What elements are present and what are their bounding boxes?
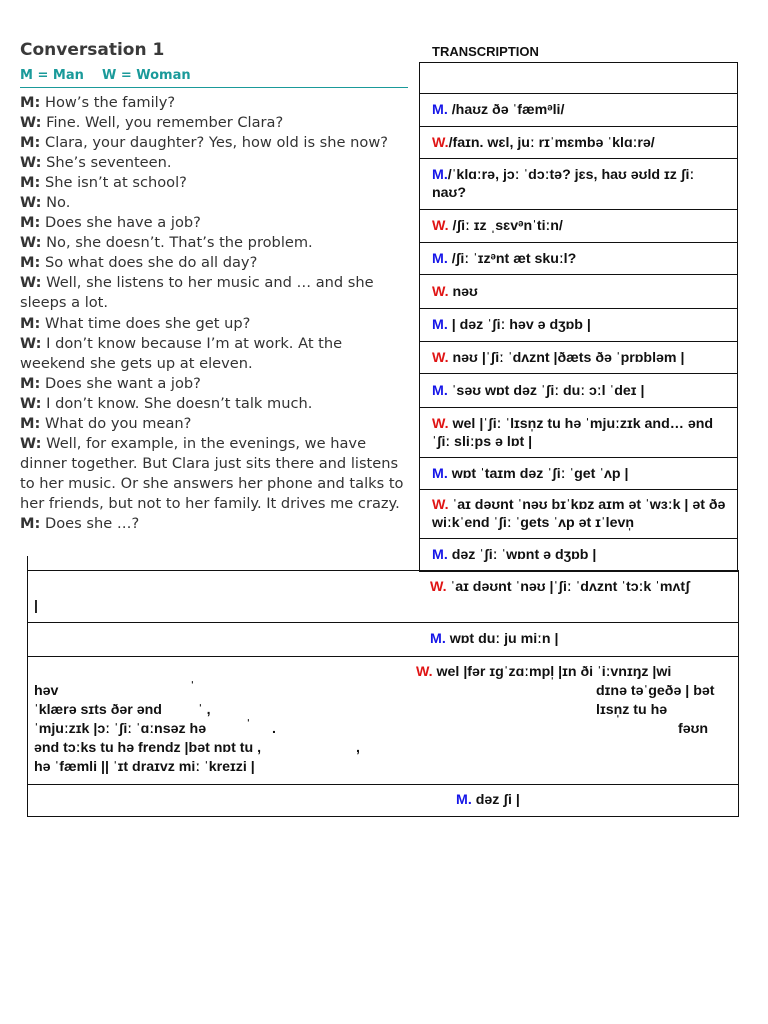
dialogue-line: [20, 253, 410, 273]
speaker-label: M.: [432, 382, 448, 399]
speaker-label: W:: [20, 114, 42, 132]
transcription-row-empty: [420, 63, 737, 94]
speaker-label: W.: [416, 664, 433, 680]
transcription-fragment: lɪsn̩z tu hə: [596, 702, 668, 718]
transcription-fragment: ˈ ,: [198, 702, 211, 718]
dialogue-line: [20, 193, 410, 213]
transcription-text: ˈaɪ dəʊnt ˈnəʊ bɪˈkɒz aɪm ət ˈwɜːk | ət ðə wiːkˈend ˈʃiː ˈgets ˈʌp ət ɪˈlevn̩: [432, 497, 726, 531]
dialogue-line: [20, 273, 410, 313]
speaker-label: W:: [20, 274, 42, 292]
line-text: Does she want a job?: [40, 374, 201, 392]
transcription-text: nəʊ: [448, 283, 478, 300]
speaker-label: W:: [20, 154, 42, 172]
transcription-row: [420, 94, 737, 127]
transcription-text: /ʃiː ˈɪzᵊnt æt skuːl?: [447, 250, 577, 267]
speaker-label: W.: [432, 134, 449, 151]
dialogue-line: [20, 173, 410, 193]
speaker-label: M.: [432, 250, 448, 267]
transcription-text: nəʊ |ˈʃiː ˈdʌznt |ðæts ðə ˈprɒbləm |: [448, 349, 685, 366]
line-text: Well, she listens to her music and … and she sleeps a lot.: [20, 274, 374, 312]
dialogue-line: [20, 514, 410, 534]
line-text: Fine. Well, you remember Clara?: [41, 114, 284, 132]
speaker-label: M.: [432, 317, 448, 333]
transcription-text: wɒt ˈtaɪm dəz ˈʃiː ˈget ˈʌp |: [447, 465, 629, 482]
transcription-wide-row: [28, 785, 738, 817]
speaker-label: M:: [20, 254, 41, 272]
transcription-fragment: ˈ: [246, 717, 251, 733]
transcription-text: /ʃiː ɪz ˌsɛvᵊnˈtiːn/: [448, 218, 563, 234]
line-text: I don’t know because I’m at work. At the weekend she gets up at eleven.: [20, 334, 343, 372]
speaker-label: W:: [20, 334, 42, 352]
transcription-text: dəz ʃi |: [471, 792, 520, 808]
dialogue-line: [20, 233, 410, 253]
speaker-label: W:: [20, 234, 42, 252]
speaker-label: W.: [432, 283, 449, 300]
transcription-text: /haʊz ðə ˈfæmᵊli/: [447, 102, 565, 118]
dialogue-line: [20, 113, 410, 133]
line-text: How’s the family?: [40, 94, 176, 111]
speaker-label: M.: [456, 792, 472, 808]
line-text: Clara, your daughter? Yes, how old is she now?: [40, 134, 389, 152]
transcription-fragment: ˈklærə sɪts ðər ənd: [34, 702, 162, 718]
line-text: What time does she get up?: [40, 314, 251, 332]
dialogue-line: [20, 394, 410, 414]
legend-divider: [20, 87, 408, 88]
transcription-text: dəz ˈʃiː ˈwɒnt ə dʒɒb |: [447, 547, 597, 563]
line-text: Does she …?: [40, 514, 140, 532]
dialogue: [20, 93, 410, 534]
speaker-label: W:: [20, 194, 42, 212]
transcription-row: [420, 490, 737, 539]
speaker-label: W.: [432, 415, 449, 432]
transcription-text: | dəz ˈʃiː həv ə dʒɒb |: [447, 317, 591, 333]
line-text: No.: [41, 194, 71, 212]
transcription-row: [420, 127, 737, 159]
line-text: So what does she do all day?: [40, 254, 258, 272]
speaker-label: W:: [20, 434, 42, 452]
conversation-title: Conversation 1: [20, 40, 165, 60]
transcription-text: /ˈklɑːrə, jɔː ˈdɔːtə? jɛs, haʊ əʊld ɪz ʃiː naʊ?: [432, 167, 695, 201]
dialogue-line: [20, 93, 410, 113]
dialogue-line: [20, 434, 410, 514]
transcription-fragment: ,: [356, 740, 360, 756]
speaker-label: M:: [20, 94, 41, 111]
transcription-text: ˈsəʊ wɒt dəz ˈʃiː duː ɔːl ˈdeɪ |: [447, 382, 645, 399]
transcription-fragment: ˈ: [190, 679, 195, 695]
dialogue-line: [20, 374, 410, 394]
transcription-wide-table: [27, 570, 739, 817]
speaker-label: M:: [20, 174, 41, 192]
dialogue-line: [20, 314, 410, 334]
speaker-label: W:: [20, 394, 42, 412]
transcription-text: /faɪn. wɛl, juː rɪˈmɛmbə ˈklɑːrə/: [448, 134, 655, 151]
speaker-label: M:: [20, 314, 41, 332]
transcription-text-tail: |: [34, 598, 38, 614]
speaker-label: W.: [432, 497, 449, 513]
speaker-label: W.: [432, 349, 449, 366]
speaker-label: W.: [430, 579, 447, 595]
transcription-fragment: ənd tɔːks tu hə frendz |bət nɒt tu ,: [34, 740, 262, 756]
transcription-row: [420, 539, 737, 572]
transcription-text: wel |fər ɪɡˈzɑːmpl̩ |ɪn ði ˈiːvnɪŋz |wi: [432, 664, 672, 680]
transcription-fragment: .: [272, 721, 276, 737]
speaker-label: M:: [20, 514, 41, 532]
transcription-wide-row: [28, 623, 738, 657]
speaker-legend: M = Man W = Woman: [20, 68, 191, 83]
transcription-header: TRANSCRIPTION: [432, 44, 539, 59]
transcription-text: wɒt duː ju miːn |: [445, 631, 559, 647]
speaker-label: M.: [432, 102, 448, 118]
transcription-fragment: hə ˈfæmli || ˈɪt draɪvz miː ˈkreɪzi |: [34, 759, 255, 775]
transcription-text: wel |ˈʃiː ˈlɪsn̩z tu hə ˈmjuːzɪk and… ənd ˈʃiː sliːps ə lɒt |: [432, 415, 714, 450]
line-text: No, she doesn’t. That’s the problem.: [41, 234, 313, 252]
transcription-fragment: fəʊn: [678, 721, 709, 737]
dialogue-line: [20, 213, 410, 233]
line-text: Well, for example, in the evenings, we have dinner together. But Clara just sits there and listens to her music. Or she answers her phone and talks to her friends, but not to her family. It drives me crazy.: [20, 434, 404, 512]
transcription-row: [420, 309, 737, 342]
transcription-wide-row: [28, 571, 738, 623]
transcription-row: [420, 458, 737, 490]
transcription-row: [420, 374, 737, 408]
speaker-label: M.: [430, 631, 446, 647]
speaker-label: M:: [20, 134, 41, 152]
transcription-wide-row: [28, 657, 738, 785]
speaker-label: M:: [20, 414, 41, 432]
line-text: She isn’t at school?: [40, 174, 187, 192]
line-text: What do you mean?: [40, 414, 192, 432]
dialogue-line: [20, 414, 410, 434]
speaker-label: M.: [432, 547, 448, 563]
transcription-row: [420, 275, 737, 309]
dialogue-line: [20, 334, 410, 374]
transcription-fragment: dɪnə təˈgeðə | bət: [596, 683, 715, 699]
transcription-row: [420, 342, 737, 374]
dialogue-line: [20, 153, 410, 173]
line-text: Does she have a job?: [40, 214, 201, 232]
transcription-row: [420, 159, 737, 210]
transcription-table: [419, 62, 738, 572]
transcription-row: [420, 210, 737, 243]
dialogue-line: [20, 133, 410, 153]
transcription-text: ˈaɪ dəʊnt ˈnəʊ |ˈʃiː ˈdʌznt ˈtɔːk ˈmʌtʃ: [446, 579, 690, 595]
transcription-row: [420, 408, 737, 458]
speaker-label: W.: [432, 218, 449, 234]
speaker-label: M:: [20, 374, 41, 392]
transcription-fragment: ˈmjuːzɪk |ɔː ˈʃiː ˈɑːnsəz hə: [34, 721, 207, 737]
speaker-label: M:: [20, 214, 41, 232]
line-text: She’s seventeen.: [41, 154, 172, 172]
speaker-label: M.: [432, 465, 448, 482]
transcription-row: [420, 243, 737, 275]
speaker-label: M.: [432, 167, 448, 183]
transcription-fragment: həv: [34, 683, 59, 699]
line-text: I don’t know. She doesn’t talk much.: [41, 394, 313, 412]
